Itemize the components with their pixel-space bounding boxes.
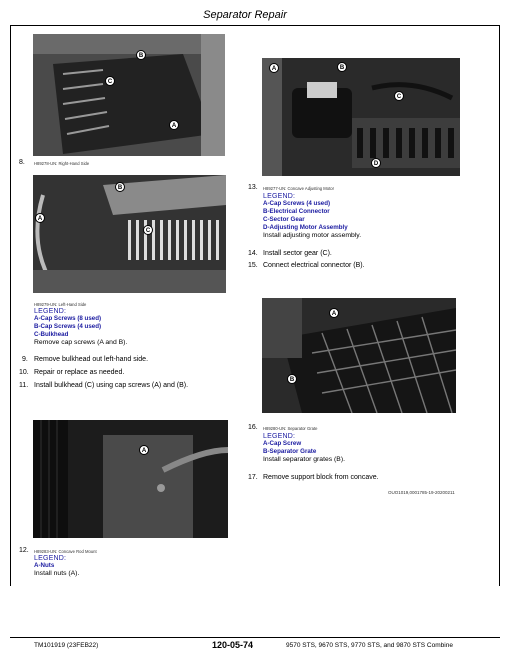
step-text-10: Repair or replace as needed. — [34, 369, 125, 376]
photo-left-hand-side-art — [33, 175, 226, 293]
step-number-17: 17. — [248, 474, 258, 481]
footer-rule — [10, 637, 500, 638]
photo-right-hand-side-art — [33, 34, 225, 156]
caption-left-hand-side: H89279-UN: Left-Hand Side — [34, 302, 87, 307]
callout-b: B — [136, 50, 146, 60]
caption-right-hand-side: H89278-UN: Right-Hand Side — [34, 161, 90, 166]
step-text-15: Connect electrical connector (B). — [263, 262, 365, 269]
legend-item: A-Cap Screw — [263, 440, 302, 447]
callout-a: A — [269, 63, 279, 73]
legend-item: B-Separator Grate — [263, 448, 317, 455]
photo-separator-grate — [262, 298, 456, 413]
legend-title: LEGEND: — [34, 308, 67, 315]
footer-left: TM101919 (23FEB22) — [34, 642, 99, 649]
step-number-10: 10. — [19, 369, 29, 376]
legend-instruction: Install separator grates (B). — [263, 456, 345, 463]
legend-instruction: Install nuts (A). — [34, 570, 80, 577]
step-number-9: 9. — [22, 356, 28, 363]
step-number-15: 15. — [248, 262, 258, 269]
step-text-17: Remove support block from concave. — [263, 474, 379, 481]
photo-concave-adjusting-motor — [262, 58, 460, 176]
legend-motor — [263, 193, 361, 239]
callout-b: B — [115, 182, 125, 192]
legend-item: A-Cap Screws (4 used) — [263, 200, 331, 207]
legend-instruction: Install adjusting motor assembly. — [263, 232, 362, 239]
callout-a: A — [169, 120, 179, 130]
callout-b: B — [287, 374, 297, 384]
callout-d: D — [371, 158, 381, 168]
callout-a: A — [35, 213, 45, 223]
caption-concave-adjusting-motor: H89277-UN: Concave Adjusting Motor — [263, 186, 334, 191]
callout-c: C — [143, 225, 153, 235]
legend-instruction: Remove cap screws (A and B). — [34, 339, 128, 346]
footer-page-number: 120-05-74 — [212, 640, 254, 650]
photo-concave-rod-mount — [33, 420, 228, 538]
document-id: OUO1019,0001785-19-20200211 — [388, 490, 455, 495]
photo-concave-rod-mount-art — [33, 420, 228, 538]
legend-item: A-Nuts — [34, 562, 55, 569]
legend-item: C-Sector Gear — [263, 216, 305, 223]
legend-grate — [263, 433, 345, 463]
step-text-14: Install sector gear (C). — [263, 250, 332, 257]
step-number-16: 16. — [248, 424, 258, 431]
caption-concave-rod-mount: H89283-UN: Concave Rod Mount — [34, 549, 97, 554]
legend-rod-mount — [34, 555, 79, 577]
callout-b: B — [337, 62, 347, 72]
step-number-13: 13. — [248, 184, 258, 191]
legend-title: LEGEND: — [263, 433, 296, 440]
photo-separator-grate-art — [262, 298, 456, 413]
callout-c: C — [394, 91, 404, 101]
photo-left-hand-side — [33, 175, 226, 293]
callout-a: A — [329, 308, 339, 318]
legend-title: LEGEND: — [34, 555, 67, 562]
step-number-8: 8. — [19, 159, 25, 166]
legend-item: C-Bulkhead — [34, 331, 69, 338]
legend-item: B-Cap Screws (4 used) — [34, 323, 102, 330]
footer-right: 9570 STS, 9670 STS, 9770 STS, and 9870 STS Combine — [286, 642, 453, 649]
legend-item: B-Electrical Connector — [263, 208, 330, 215]
callout-a: A — [139, 445, 149, 455]
page-title: Separator Repair — [203, 9, 287, 21]
legend-left-side — [34, 308, 127, 346]
legend-item: D-Adjusting Motor Assembly — [263, 224, 348, 231]
legend-item: A-Cap Screws (8 used) — [34, 315, 102, 322]
step-text-9: Remove bulkhead out left-hand side. — [34, 356, 149, 363]
callout-c: C — [105, 76, 115, 86]
photo-right-hand-side — [33, 34, 225, 156]
legend-title: LEGEND: — [263, 193, 296, 200]
caption-separator-grate: H89280-UN: Separator Grate — [263, 426, 318, 431]
step-number-14: 14. — [248, 250, 258, 257]
step-text-11: Install bulkhead (C) using cap screws (A) and (B). — [34, 382, 189, 389]
step-number-12: 12. — [19, 547, 29, 554]
photo-concave-adjusting-motor-art — [262, 58, 460, 176]
step-number-11: 11. — [19, 382, 29, 389]
